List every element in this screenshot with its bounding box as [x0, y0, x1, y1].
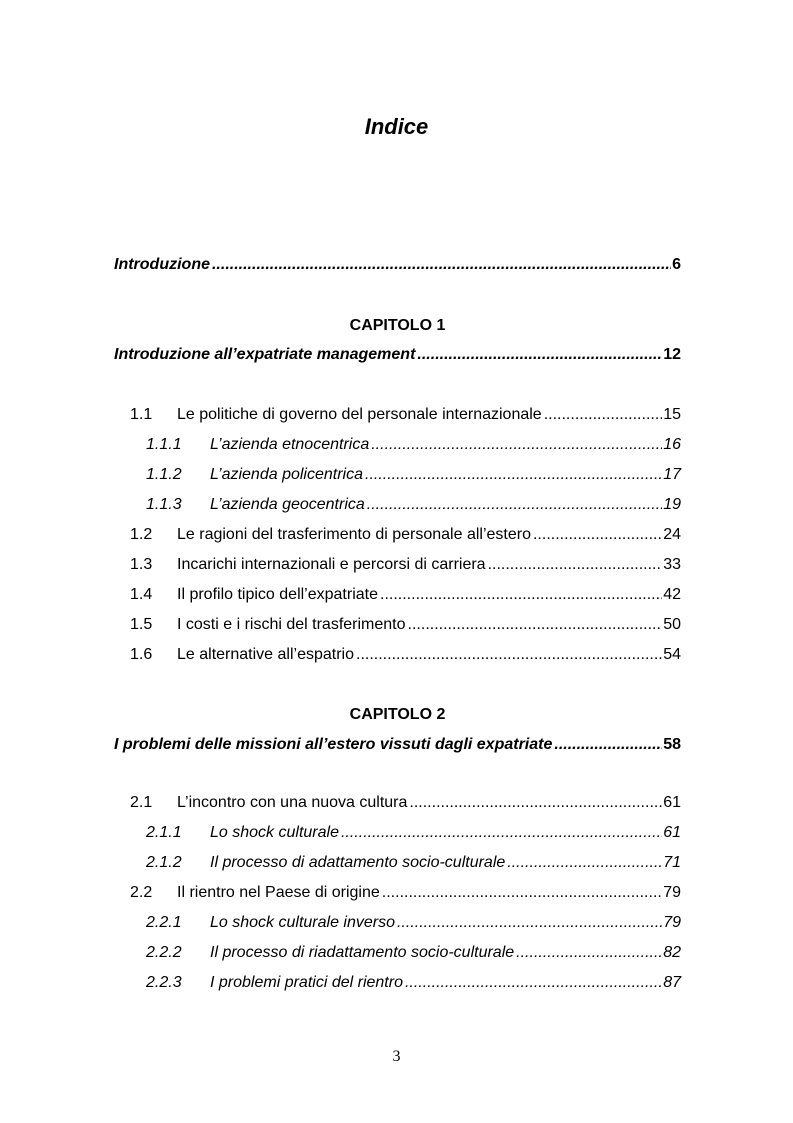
toc-entry-number: 1.1.3: [146, 496, 182, 513]
toc-entry-title: Introduzione: [114, 256, 210, 273]
toc-entry-title: Lo shock culturale: [210, 824, 339, 841]
page-title: Indice: [364, 114, 429, 139]
toc-entry-title: Le alternative all’espatrio: [177, 646, 354, 663]
toc-leader: [554, 734, 662, 756]
toc-entry-page: 61: [663, 794, 681, 811]
toc-entry-number: 1.5: [130, 616, 153, 633]
toc-entry-title: I problemi delle missioni all’estero vissuti dagli expatriate: [114, 736, 553, 753]
toc-entry-title: Il processo di adattamento socio-culturale: [210, 854, 506, 871]
toc-entry-page: 58: [663, 736, 681, 753]
toc-entry-title: Il rientro nel Paese di origine: [177, 884, 380, 901]
toc-entry-1-2[interactable]: [130, 524, 681, 546]
toc-entry-page: 82: [663, 944, 681, 961]
toc-entry-1-1-3[interactable]: [146, 494, 681, 516]
toc-leader: [371, 434, 662, 456]
toc-entry-page: 54: [663, 646, 681, 663]
toc-entry-page: 19: [663, 496, 681, 513]
toc-leader: [367, 494, 662, 516]
toc-leader: [516, 942, 662, 964]
toc-entry-1-4[interactable]: [130, 584, 681, 606]
toc-entry-page: 24: [663, 526, 681, 543]
toc-entry-introduzione[interactable]: [114, 254, 681, 276]
toc-entry-1-6[interactable]: [130, 644, 681, 666]
toc-leader: [533, 524, 662, 546]
toc-entry-number: 1.2: [130, 526, 153, 543]
toc-entry-title: L’azienda etnocentrica: [210, 436, 370, 453]
toc-entry-chapter-2[interactable]: [114, 734, 681, 756]
toc-entry-page: 79: [663, 884, 681, 901]
toc-entry-page: 12: [663, 346, 681, 363]
toc-entry-1-1-1[interactable]: [146, 434, 681, 456]
toc-entry-title: Le politiche di governo del personale internazionale: [177, 406, 542, 423]
toc-entry-page: 79: [663, 914, 681, 931]
toc-leader: [341, 822, 662, 844]
toc-entry-2-1[interactable]: [130, 792, 681, 814]
toc-entry-2-1-2[interactable]: [146, 852, 681, 874]
toc-entry-2-2-2[interactable]: [146, 942, 681, 964]
toc-entry-number: 1.6: [130, 646, 153, 663]
toc-entry-number: 2.2: [130, 884, 153, 901]
toc-leader: [212, 254, 671, 276]
toc-entry-page: 87: [663, 974, 681, 991]
toc-entry-page: 61: [663, 824, 681, 841]
toc-leader: [365, 464, 662, 486]
page-number: 3: [392, 1048, 401, 1065]
toc-entry-page: 42: [663, 586, 681, 603]
toc-entry-title: Lo shock culturale inverso: [210, 914, 395, 931]
toc-entry-title: Le ragioni del trasferimento di personale all’estero: [177, 526, 531, 543]
toc-entry-title: Il profilo tipico dell’expatriate: [177, 586, 378, 603]
toc-entry-page: 16: [663, 436, 681, 453]
toc-entry-2-2-1[interactable]: [146, 912, 681, 934]
toc-entry-1-1[interactable]: [130, 404, 681, 426]
toc-entry-number: 2.2.3: [146, 974, 182, 991]
toc-entry-page: 33: [663, 556, 681, 573]
toc-entry-page: 50: [663, 616, 681, 633]
toc-entry-number: 1.1: [130, 406, 153, 423]
toc-leader: [488, 554, 663, 576]
toc-leader: [397, 912, 662, 934]
toc-entry-title: L’incontro con una nuova cultura: [177, 794, 408, 811]
toc-entry-chapter-1[interactable]: [114, 344, 681, 366]
toc-entry-title: L’azienda geocentrica: [210, 496, 365, 513]
toc-entry-number: 1.1.1: [146, 436, 182, 453]
toc-entry-number: 1.4: [130, 586, 153, 603]
toc-leader: [408, 614, 663, 636]
toc-leader: [507, 852, 662, 874]
toc-leader: [356, 644, 662, 666]
toc-entry-title: Il processo di riadattamento socio-culturale: [210, 944, 515, 961]
toc-leader: [409, 792, 662, 814]
toc-entry-title: Incarichi internazionali e percorsi di carriera: [177, 556, 486, 573]
toc-entry-2-2[interactable]: [130, 882, 681, 904]
toc-leader: [417, 344, 662, 366]
toc-entry-title: I costi e i rischi del trasferimento: [177, 616, 406, 633]
toc-entry-title: L’azienda policentrica: [210, 466, 363, 483]
chapter-1-heading: CAPITOLO 1: [349, 317, 446, 334]
toc-entry-number: 1.1.2: [146, 466, 182, 483]
toc-entry-title: I problemi pratici del rientro: [210, 974, 403, 991]
toc-entry-number: 1.3: [130, 556, 153, 573]
toc-entry-page: 6: [672, 256, 681, 273]
toc-entry-number: 2.2.1: [146, 914, 182, 931]
toc-entry-1-3[interactable]: [130, 554, 681, 576]
toc-entry-number: 2.1: [130, 794, 153, 811]
toc-entry-page: 15: [663, 406, 681, 423]
toc-leader: [380, 584, 662, 606]
toc-entry-2-1-1[interactable]: [146, 822, 681, 844]
chapter-2-heading: CAPITOLO 2: [349, 706, 446, 723]
toc-entry-page: 71: [663, 854, 681, 871]
toc-entry-1-1-2[interactable]: [146, 464, 681, 486]
toc-leader: [382, 882, 662, 904]
toc-entry-page: 17: [663, 466, 681, 483]
toc-entry-number: 2.1.2: [146, 854, 182, 871]
toc-entry-number: 2.1.1: [146, 824, 182, 841]
toc-leader: [544, 404, 663, 426]
toc-entry-1-5[interactable]: [130, 614, 681, 636]
toc-entry-2-2-3[interactable]: [146, 972, 681, 994]
toc-leader: [405, 972, 662, 994]
toc-entry-number: 2.2.2: [146, 944, 182, 961]
toc-entry-title: Introduzione all’expatriate management: [114, 346, 416, 363]
